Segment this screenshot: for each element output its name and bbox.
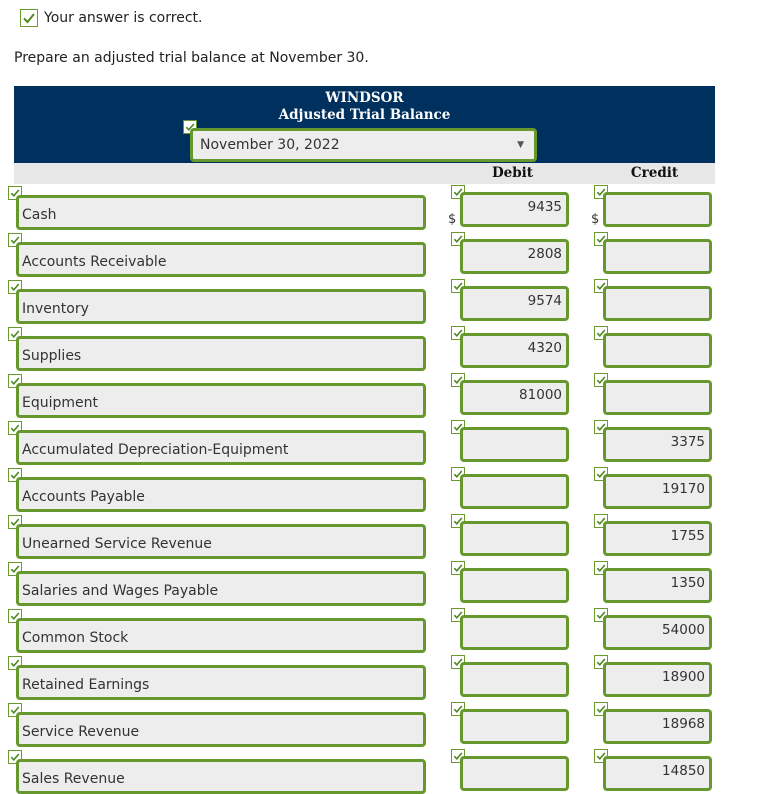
- status-text: Your answer is correct.: [44, 10, 203, 26]
- debit-amount-field[interactable]: 81000: [460, 380, 569, 415]
- debit-amount-field[interactable]: [460, 568, 569, 603]
- credit-dollar-sign: $: [591, 212, 600, 227]
- debit-dollar-sign: $: [448, 212, 457, 227]
- debit-amount-field[interactable]: 9435: [460, 192, 569, 227]
- account-name-field[interactable]: Accounts Receivable: [16, 242, 426, 277]
- debit-amount-field[interactable]: [460, 474, 569, 509]
- status-message: [20, 7, 202, 29]
- debit-amount-field[interactable]: [460, 521, 569, 556]
- company-name: WINDSOR: [325, 90, 404, 106]
- credit-amount-field[interactable]: [603, 333, 712, 368]
- debit-amount-field[interactable]: [460, 709, 569, 744]
- account-name-field[interactable]: Unearned Service Revenue: [16, 524, 426, 559]
- debit-column-header: Debit: [491, 165, 534, 181]
- account-name-field[interactable]: Salaries and Wages Payable: [16, 571, 426, 606]
- credit-amount-field[interactable]: [603, 239, 712, 274]
- credit-amount-field[interactable]: [603, 286, 712, 321]
- debit-amount-field[interactable]: 2808: [460, 239, 569, 274]
- credit-amount-field[interactable]: [603, 380, 712, 415]
- debit-amount-field[interactable]: [460, 756, 569, 791]
- credit-amount-field[interactable]: 1755: [603, 521, 712, 556]
- account-name-field[interactable]: Retained Earnings: [16, 665, 426, 700]
- statement-title: Adjusted Trial Balance: [278, 107, 451, 123]
- account-name-field[interactable]: Sales Revenue: [16, 759, 426, 794]
- credit-amount-field[interactable]: [603, 192, 712, 227]
- credit-amount-field[interactable]: 14850: [603, 756, 712, 791]
- debit-amount-field[interactable]: [460, 615, 569, 650]
- debit-amount-field[interactable]: [460, 662, 569, 697]
- checkmark-icon: [20, 9, 38, 27]
- account-name-field[interactable]: Supplies: [16, 336, 426, 371]
- account-name-field[interactable]: Accounts Payable: [16, 477, 426, 512]
- credit-amount-field[interactable]: 18968: [603, 709, 712, 744]
- debit-amount-field[interactable]: 4320: [460, 333, 569, 368]
- credit-amount-field[interactable]: 1350: [603, 568, 712, 603]
- credit-amount-field[interactable]: 54000: [603, 615, 712, 650]
- credit-column-header: Credit: [630, 165, 679, 181]
- account-name-field[interactable]: Cash: [16, 195, 426, 230]
- debit-amount-field[interactable]: [460, 427, 569, 462]
- date-select-value: November 30, 2022: [200, 137, 340, 153]
- credit-amount-field[interactable]: 18900: [603, 662, 712, 697]
- account-name-field[interactable]: Service Revenue: [16, 712, 426, 747]
- credit-amount-field[interactable]: 3375: [603, 427, 712, 462]
- account-name-field[interactable]: Equipment: [16, 383, 426, 418]
- account-name-field[interactable]: Common Stock: [16, 618, 426, 653]
- account-name-field[interactable]: Accumulated Depreciation-Equipment: [16, 430, 426, 465]
- account-name-field[interactable]: Inventory: [16, 289, 426, 324]
- instruction-text: Prepare an adjusted trial balance at November 30.: [14, 50, 369, 66]
- debit-amount-field[interactable]: 9574: [460, 286, 569, 321]
- date-select[interactable]: [190, 128, 537, 162]
- dropdown-arrow-icon: ▼: [517, 140, 524, 150]
- credit-amount-field[interactable]: 19170: [603, 474, 712, 509]
